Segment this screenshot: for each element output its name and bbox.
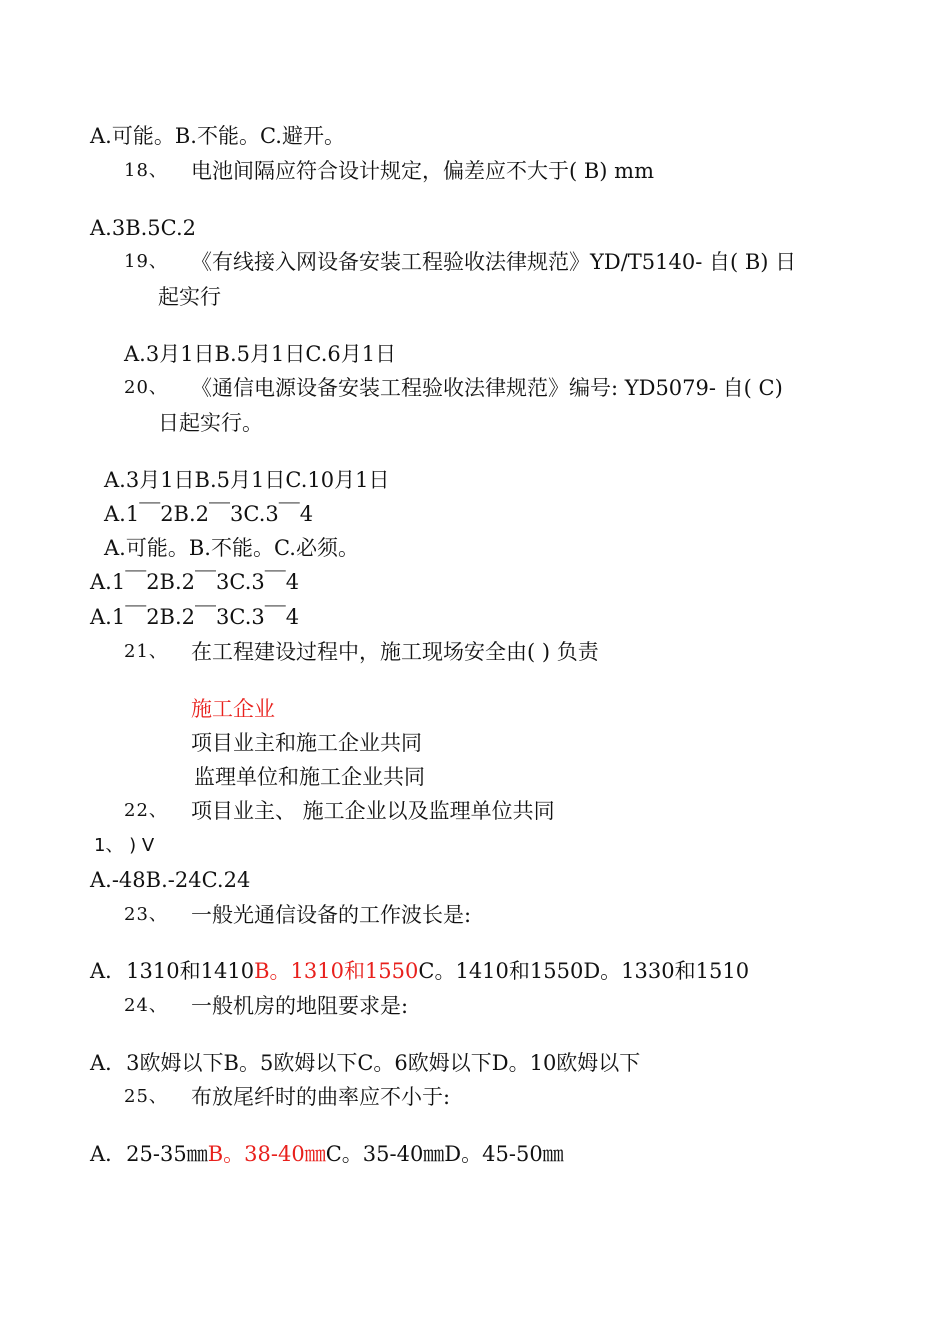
question-25-answers bbox=[90, 1140, 564, 1168]
q25-answer-a: A．25-35㎜ bbox=[90, 1142, 208, 1166]
answer-line-9: A.3月1日B.5月1日C.10月1日 bbox=[104, 468, 390, 492]
question-23-text: 一般光通信设备的工作波长是: bbox=[191, 903, 472, 927]
q23-answer-b-highlighted: B。1310和1550 bbox=[254, 959, 419, 983]
option-c: 监理单位和施工企业共同 bbox=[194, 765, 425, 789]
question-19-continuation: 起实行 bbox=[158, 285, 221, 309]
question-18-number: 18、 bbox=[124, 160, 168, 181]
q25-answer-b-highlighted: B。38-40㎜ bbox=[207, 1142, 326, 1166]
question-19-text: 《有线接入网设备安装工程验收法律规范》YD/T5140- 自( B) 日 bbox=[191, 250, 797, 274]
answer-line-13: A.1￣2B.2￣3C.3￣4 bbox=[90, 605, 300, 629]
answer-line-10: A.1￣2B.2￣3C.3￣4 bbox=[104, 502, 314, 526]
answer-line-3: A.3B.5C.2 bbox=[90, 216, 197, 240]
question-24-text: 一般机房的地阻要求是: bbox=[191, 994, 409, 1018]
option-b: 项目业主和施工企业共同 bbox=[191, 731, 422, 755]
question-23-answers bbox=[90, 957, 749, 985]
question-23-number: 23、 bbox=[124, 904, 168, 925]
q23-answer-a: A．1310和1410 bbox=[90, 959, 255, 983]
question-22-text: 项目业主、 施工企业以及监理单位共同 bbox=[191, 799, 555, 823]
answer-line-19: 1、 ) V bbox=[94, 835, 155, 856]
question-21-text: 在工程建设过程中，施工现场安全由( ) 负责 bbox=[191, 640, 599, 664]
answer-line-12: A.1￣2B.2￣3C.3￣4 bbox=[90, 570, 300, 594]
question-24-answers: A．3欧姆以下B。5欧姆以下C。6欧姆以下D。10欧姆以下 bbox=[90, 1051, 641, 1075]
q23-answer-rest: C。1410和1550D。1330和1510 bbox=[418, 959, 750, 983]
answer-line-1: A.可能。B.不能。C.避开。 bbox=[90, 124, 345, 148]
question-25-number: 25、 bbox=[124, 1086, 168, 1107]
question-25-text: 布放尾纤时的曲率应不小于: bbox=[191, 1085, 451, 1109]
question-20-number: 20、 bbox=[124, 377, 168, 398]
question-18-text: 电池间隔应符合设计规定，偏差应不大于( B) mm bbox=[191, 159, 654, 183]
question-24-number: 24、 bbox=[124, 995, 168, 1016]
option-a-highlighted: 施工企业 bbox=[191, 697, 275, 721]
answer-line-6: A.3月1日B.5月1日C.6月1日 bbox=[124, 342, 397, 366]
question-22-number: 22、 bbox=[124, 800, 168, 821]
q25-answer-rest: C。35-40㎜D。45-50㎜ bbox=[325, 1142, 564, 1166]
question-20-text: 《通信电源设备安装工程验收法律规范》编号: YD5079- 自( C) bbox=[191, 376, 783, 400]
question-20-continuation: 日起实行。 bbox=[158, 411, 263, 435]
question-21-number: 21、 bbox=[124, 641, 168, 662]
answer-line-20: A.-48B.-24C.24 bbox=[90, 868, 251, 892]
answer-line-11: A.可能。B.不能。C.必须。 bbox=[104, 536, 359, 560]
question-19-number: 19、 bbox=[124, 251, 168, 272]
